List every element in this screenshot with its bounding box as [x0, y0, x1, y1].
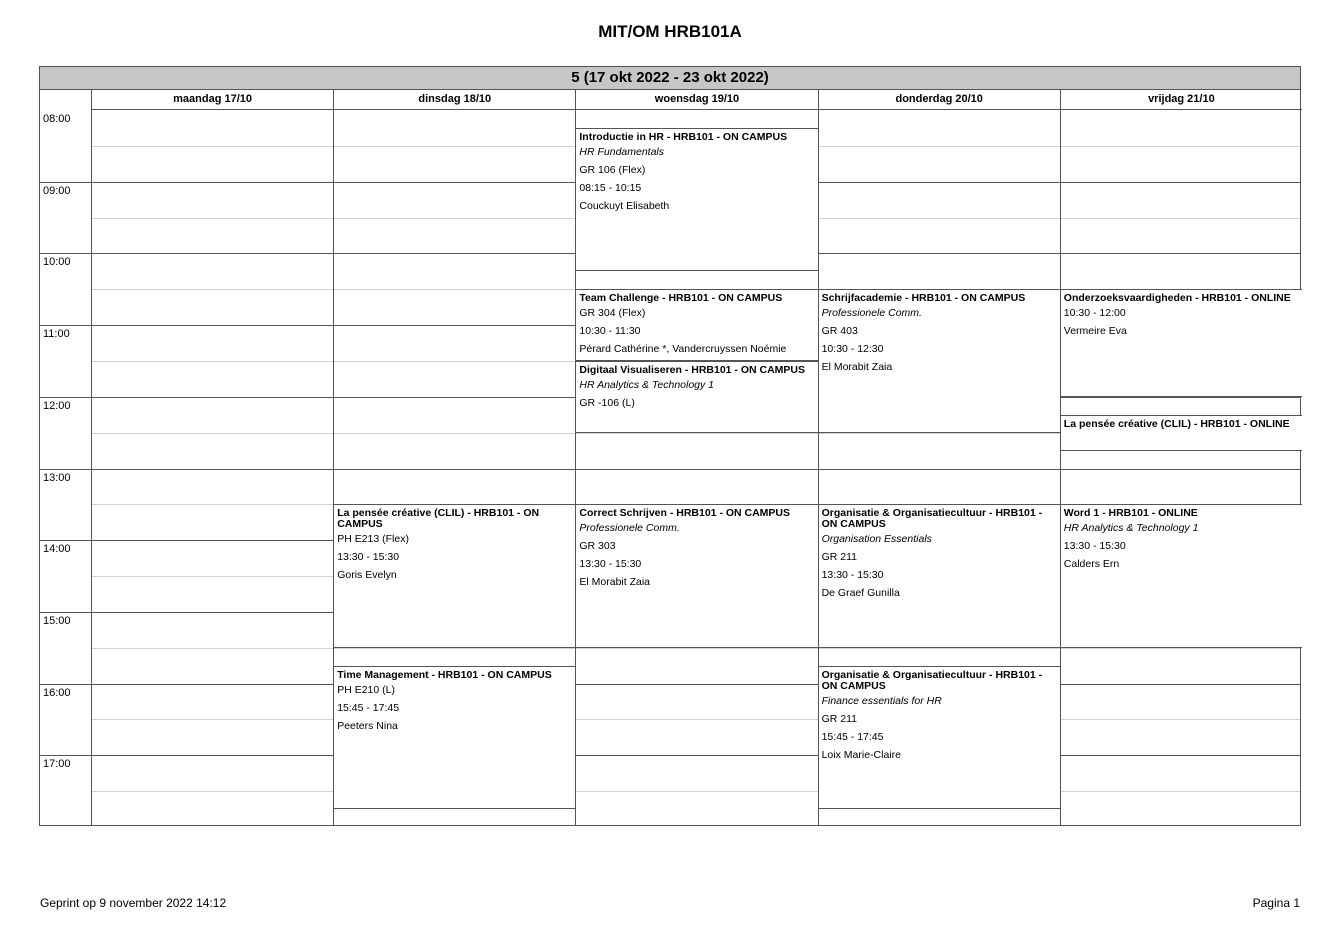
- event-time: 10:30 - 12:00: [1063, 307, 1126, 320]
- half-hour-line: [91, 719, 1300, 720]
- day-header: maandag 17/10: [91, 90, 333, 110]
- event-title: Introductie in HR - HRB101 - ON CAMPUS: [579, 130, 788, 143]
- event-course: HR Analytics & Technology 1: [579, 378, 715, 391]
- event-title: Organisatie & Organisatiecultuur - HRB101 - ON CAMPUS: [821, 507, 1043, 531]
- half-hour-line: [91, 791, 1300, 792]
- day-header: woensdag 19/10: [575, 90, 817, 110]
- event-teacher: Peeters Nina: [337, 719, 398, 732]
- schedule-event[interactable]: [819, 289, 1060, 432]
- day-header: donderdag 20/10: [818, 90, 1060, 110]
- time-label: 10:00: [43, 256, 71, 269]
- column-divider: [1060, 90, 1061, 825]
- event-title: Organisatie & Organisatiecultuur - HRB101 - ON CAMPUS: [821, 668, 1043, 692]
- time-label: 09:00: [43, 184, 71, 197]
- event-time: 13:30 - 15:30: [1063, 540, 1126, 553]
- event-time: 15:45 - 17:45: [821, 730, 884, 743]
- printed-date: Geprint op 9 november 2022 14:12: [40, 896, 227, 910]
- schedule-grid: [39, 66, 1301, 826]
- time-label: 12:00: [43, 399, 71, 412]
- event-title: Onderzoeksvaardigheden - HRB101 - ONLINE: [1063, 292, 1291, 305]
- event-teacher: El Morabit Zaia: [579, 576, 650, 589]
- time-label: 11:00: [43, 328, 70, 341]
- event-course: Professionele Comm.: [579, 522, 680, 535]
- time-label: 13:00: [43, 471, 71, 484]
- event-course: HR Fundamentals: [579, 145, 665, 158]
- schedule-event[interactable]: [1061, 415, 1302, 451]
- schedule-event[interactable]: [334, 504, 575, 647]
- event-time: 10:30 - 12:30: [821, 343, 884, 356]
- event-teacher: De Graef Gunilla: [821, 587, 900, 600]
- schedule-event[interactable]: [1061, 504, 1302, 647]
- event-room: GR 304 (Flex): [579, 307, 646, 320]
- event-title: Time Management - HRB101 - ON CAMPUS: [337, 668, 552, 681]
- column-divider: [91, 90, 92, 825]
- event-room: GR 211: [821, 551, 858, 564]
- schedule-event[interactable]: [819, 504, 1060, 647]
- schedule-event[interactable]: [334, 666, 575, 809]
- week-header: 5 (17 okt 2022 - 23 okt 2022): [40, 67, 1300, 90]
- event-time: 13:30 - 15:30: [337, 551, 400, 564]
- event-room: GR 303: [579, 540, 616, 553]
- event-time: 13:30 - 15:30: [821, 569, 884, 582]
- event-time: 08:15 - 10:15: [579, 181, 642, 194]
- time-label: 17:00: [43, 758, 71, 771]
- schedule-event[interactable]: [819, 666, 1060, 809]
- hour-line: [40, 469, 1300, 470]
- schedule-event[interactable]: [1061, 289, 1302, 397]
- time-label: 14:00: [43, 543, 71, 556]
- hour-line: [40, 755, 1300, 756]
- event-room: GR -106 (L): [579, 396, 635, 409]
- schedule-event[interactable]: [576, 289, 817, 361]
- event-course: Finance essentials for HR: [821, 694, 942, 707]
- event-title: Correct Schrijven - HRB101 - ON CAMPUS: [579, 507, 791, 520]
- event-time: 10:30 - 11:30: [579, 325, 641, 338]
- page-title: MIT/OM HRB101A: [598, 22, 742, 41]
- event-time: 13:30 - 15:30: [579, 558, 642, 571]
- page-number: Pagina 1: [1252, 896, 1300, 910]
- event-teacher: El Morabit Zaia: [821, 361, 893, 374]
- schedule-event[interactable]: [576, 504, 817, 647]
- event-time: 15:45 - 17:45: [337, 701, 400, 714]
- event-course: Professionele Comm.: [821, 307, 922, 320]
- event-room: PH E213 (Flex): [337, 533, 409, 546]
- day-header: vrijdag 21/10: [1060, 90, 1302, 110]
- event-title: Word 1 - HRB101 - ONLINE: [1063, 507, 1198, 520]
- event-room: GR 403: [821, 325, 858, 338]
- event-teacher: Vermeire Eva: [1063, 325, 1127, 338]
- event-room: PH E210 (L): [337, 683, 395, 696]
- event-title: La pensée créative (CLIL) - HRB101 - ON CAMPUS: [337, 507, 540, 531]
- time-label: 08:00: [43, 113, 71, 125]
- event-course: HR Analytics & Technology 1: [1063, 522, 1199, 535]
- half-hour-line: [91, 648, 1300, 649]
- hour-line: [40, 684, 1300, 685]
- time-label: 15:00: [43, 614, 71, 627]
- schedule-event[interactable]: [576, 128, 817, 271]
- event-teacher: Calders Ern: [1063, 558, 1120, 571]
- event-title: Team Challenge - HRB101 - ON CAMPUS: [579, 292, 783, 305]
- event-room: GR 106 (Flex): [579, 163, 646, 176]
- event-title: Digitaal Visualiseren - HRB101 - ON CAMPUS: [579, 363, 806, 376]
- event-teacher: Couckuyt Elisabeth: [579, 199, 670, 212]
- event-teacher: Pérard Cathérine *, Vandercruyssen Noémie: [579, 343, 787, 356]
- event-teacher: Loix Marie-Claire: [821, 748, 901, 761]
- event-title: Schrijfacademie - HRB101 - ON CAMPUS: [821, 292, 1026, 305]
- schedule-event[interactable]: [576, 361, 817, 433]
- event-teacher: Goris Evelyn: [337, 569, 397, 582]
- event-course: Organisation Essentials: [821, 533, 932, 546]
- day-header: dinsdag 18/10: [333, 90, 575, 110]
- event-room: GR 211: [821, 712, 858, 725]
- time-label: 16:00: [43, 686, 71, 699]
- event-title: La pensée créative (CLIL) - HRB101 - ONLINE: [1063, 417, 1290, 430]
